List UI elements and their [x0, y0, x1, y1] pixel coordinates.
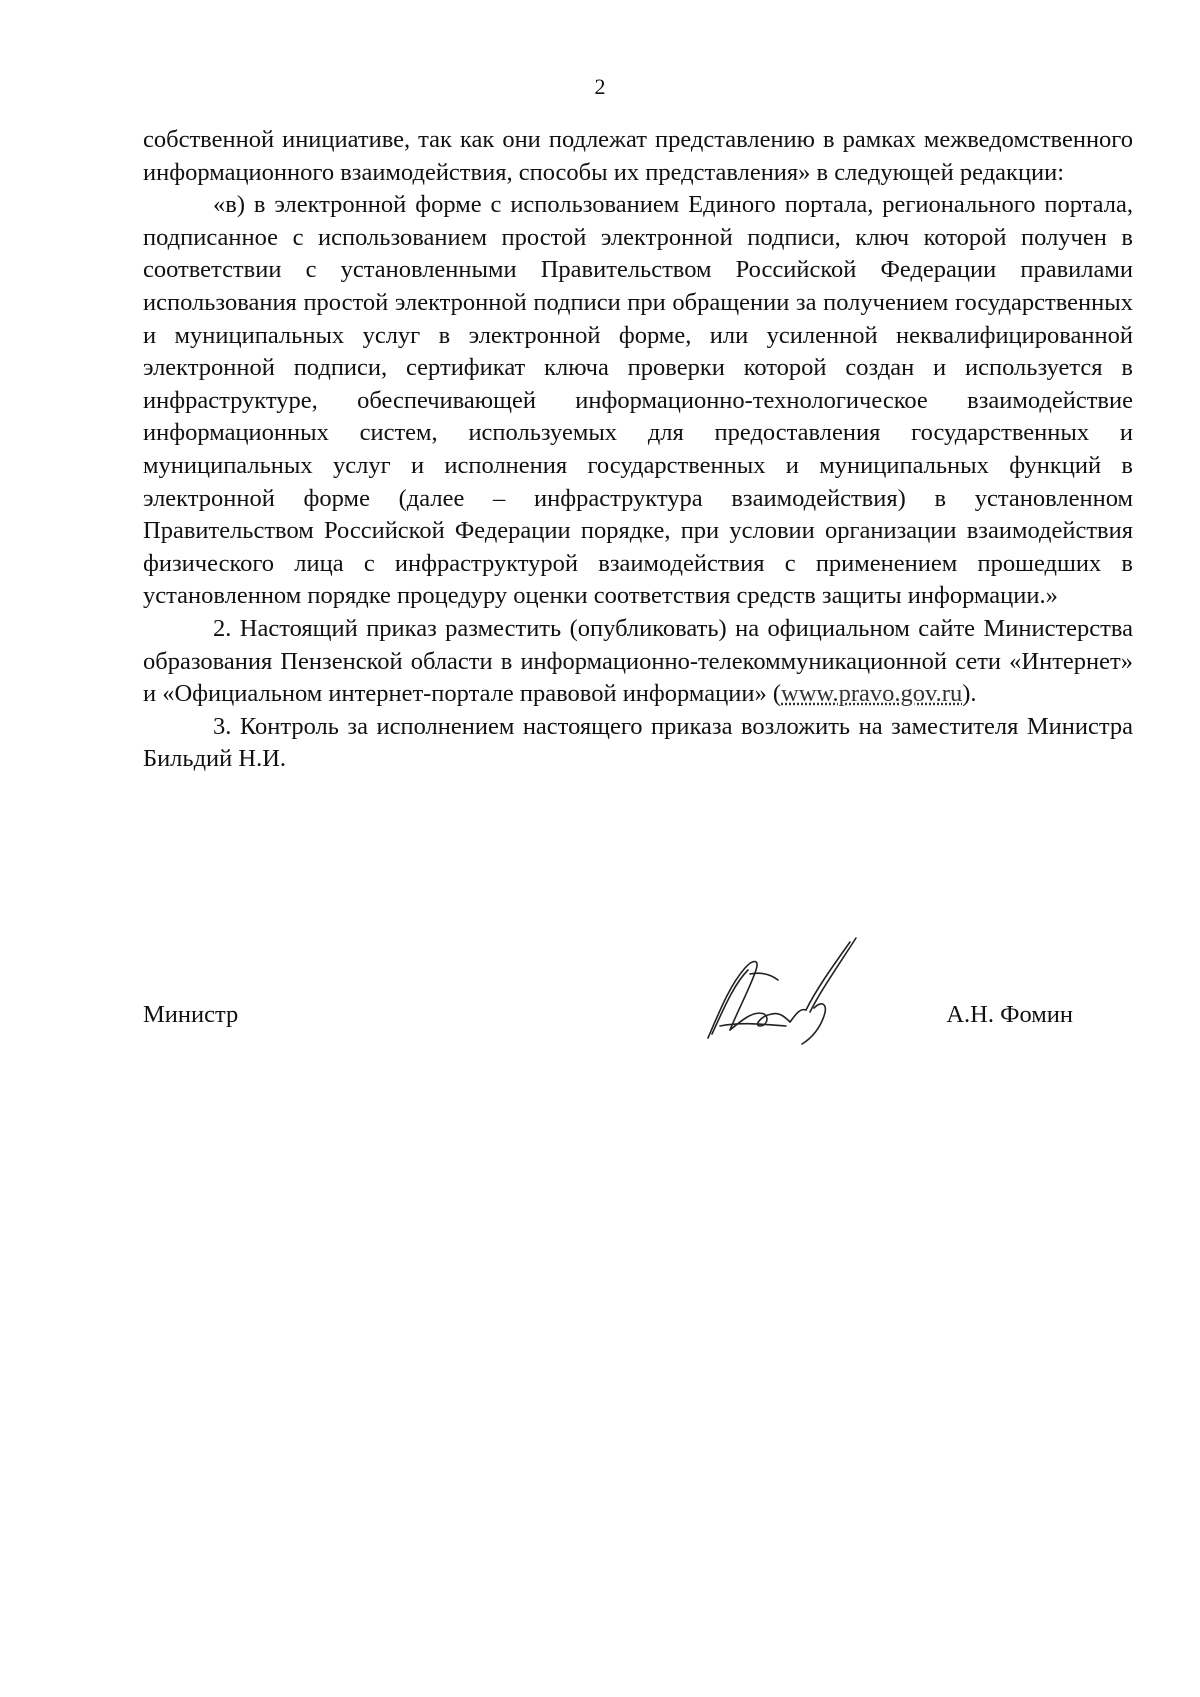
signatory-position: Министр — [143, 1001, 239, 1028]
paragraph-publication-clause — [143, 613, 1133, 711]
document-body — [143, 124, 1133, 776]
paragraph-amendment-text: «в) в электронной форме с использованием Единого портала, регионального портала, подписанное с использованием простой электронной подписи, ключ которой получен в соответствии с установленными Правительством Российской Федерации правилами использования простой электронной подписи при обращении за получением государственных и муниципальных услуг в электронной форме, или усиленной неквалифицированной электронной подписи, сертификат ключа проверки которой создан и используется в инфраструктуре, обеспечивающей информационно-технологическое взаимодействие информационных систем, используемых для предоставления государственных и муниципальных услуг и исполнения государственных и муниципальных функций в электронной форме (далее – инфраструктура взаимодействия) в установленном Правительством Российской Федерации порядке, при условии организации взаимодействия физического лица с инфраструктурой взаимодействия с применением прошедших в установленном порядке процедуру оценки соответствия средств защиты информации.» — [143, 191, 1133, 610]
pravo-gov-link[interactable]: www.pravo.gov.ru — [781, 680, 963, 708]
signatory-name: А.Н. Фомин — [946, 1001, 1073, 1028]
paragraph-continuation: собственной инициативе, так как они подлежат представлению в рамках межведомственного информационного взаимодействия, способы их представления» в следующей редакции: — [143, 126, 1133, 186]
publication-clause-text: 2. Настоящий приказ разместить (опубликовать) на официальном сайте Министерства образования Пензенской области в информационно-телекоммуникационной сети «Интернет» и «Официальном интернет-портале правовой информации» ( — [143, 614, 1133, 708]
signature-block — [143, 999, 1073, 1039]
page-number: 2 — [594, 74, 606, 99]
paragraph-control-clause: 3. Контроль за исполнением настоящего приказа возложить на заместителя Министра Бильдий Н.И. — [143, 712, 1133, 773]
publication-clause-end: ). — [962, 680, 977, 708]
